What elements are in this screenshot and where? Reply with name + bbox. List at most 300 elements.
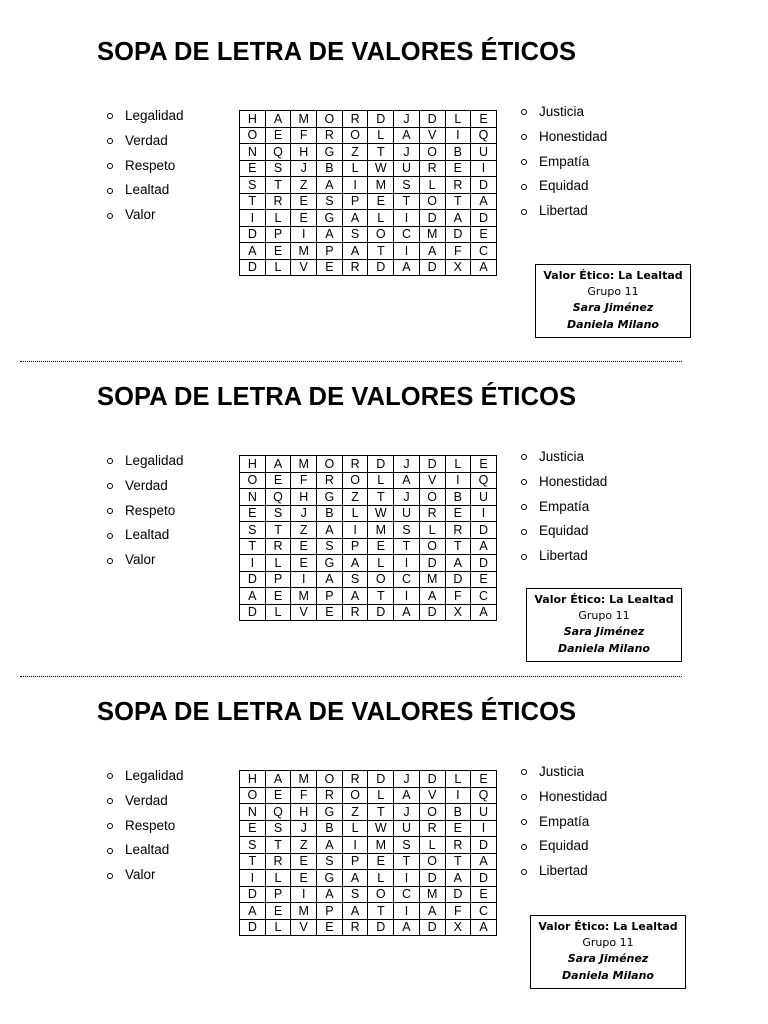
word-search-grid [239,770,497,936]
word-label: Empatía [539,498,590,514]
bullet-circle-icon [107,798,113,804]
grid-cell: S [342,571,368,588]
word-label: Legalidad [125,768,184,783]
grid-cell: D [419,771,445,788]
grid-row [240,555,497,572]
grid-cell: A [317,886,343,903]
grid-cell: E [291,193,317,210]
grid-cell: A [240,903,266,920]
bullet-circle-icon [521,184,527,190]
grid-cell: L [265,259,291,276]
grid-cell: O [368,226,394,243]
word-list-item [520,760,607,785]
grid-cell: B [317,820,343,837]
grid-row [240,489,497,506]
dotted-cut-line [20,361,682,362]
grid-cell: D [445,886,471,903]
word-list-item [106,129,184,154]
grid-cell: J [291,820,317,837]
grid-cell: T [445,538,471,555]
grid-cell: L [342,820,368,837]
grid-cell: L [419,837,445,854]
grid-cell: A [342,870,368,887]
grid-cell: S [394,177,420,194]
grid-cell: X [445,259,471,276]
grid-cell: F [291,127,317,144]
grid-cell: M [419,226,445,243]
grid-cell: R [342,771,368,788]
grid-cell: R [265,853,291,870]
word-label: Respeto [125,157,176,173]
grid-cell: U [471,804,497,821]
grid-row [240,919,497,936]
grid-cell: A [342,243,368,260]
grid-cell: I [445,787,471,804]
grid-cell: I [291,226,317,243]
grid-cell: E [291,210,317,227]
grid-cell: I [394,903,420,920]
word-label: Valor [125,207,156,223]
grid-cell: I [342,837,368,854]
grid-cell: T [394,193,420,210]
grid-cell: G [317,555,343,572]
grid-cell: Z [291,837,317,854]
grid-cell: Z [342,489,368,506]
grid-cell: L [368,787,394,804]
grid-cell: B [317,505,343,522]
word-list-item [106,548,184,573]
word-search-section [0,4,768,331]
grid-row [240,588,497,605]
info-author: Sara Jiménez [567,952,649,966]
word-label: Legalidad [125,453,184,468]
bullet-circle-icon [521,134,527,140]
right-word-list [520,445,607,569]
grid-cell: D [471,870,497,887]
grid-cell: B [445,144,471,161]
grid-row [240,456,497,473]
grid-cell: W [368,505,394,522]
grid-cell: I [471,820,497,837]
grid-cell: A [240,243,266,260]
grid-cell: E [291,853,317,870]
grid-cell: I [394,555,420,572]
grid-cell: A [317,177,343,194]
grid-cell: A [394,259,420,276]
grid-cell: A [471,193,497,210]
info-group: Grupo 11 [587,285,639,299]
word-label: Verdad [125,132,168,148]
grid-cell: R [445,522,471,539]
grid-cell: Q [471,787,497,804]
grid-cell: D [240,226,266,243]
word-search-section [0,664,768,982]
info-heading: Valor Ético: La Lealtad [543,269,683,282]
grid-cell: R [419,160,445,177]
grid-row [240,144,497,161]
grid-cell: A [342,588,368,605]
grid-cell: A [394,472,420,489]
grid-cell: A [471,538,497,555]
grid-cell: L [265,555,291,572]
grid-cell: A [394,127,420,144]
grid-cell: T [240,853,266,870]
grid-cell: U [471,144,497,161]
grid-cell: S [317,538,343,555]
bullet-circle-icon [107,823,113,829]
grid-cell: D [419,456,445,473]
grid-cell: R [342,456,368,473]
grid-cell: S [265,160,291,177]
grid-row [240,820,497,837]
grid-cell: N [240,489,266,506]
grid-cell: O [240,787,266,804]
left-word-list [106,449,184,573]
grid-cell: J [394,804,420,821]
bullet-circle-icon [521,819,527,825]
grid-cell: D [240,571,266,588]
word-list-item [106,104,184,129]
word-label: Empatía [539,813,590,829]
grid-cell: C [394,226,420,243]
grid-cell: Z [291,177,317,194]
grid-cell: L [265,604,291,621]
grid-cell: U [394,505,420,522]
word-list-item [520,834,607,859]
grid-cell: D [368,111,394,128]
info-heading: Valor Ético: La Lealtad [538,920,678,933]
grid-cell: I [240,555,266,572]
word-list-item [520,100,607,125]
grid-cell: P [342,538,368,555]
grid-cell: I [342,522,368,539]
info-author: Daniela Milano [562,968,654,982]
grid-cell: D [445,226,471,243]
grid-cell: J [394,144,420,161]
word-search-section [0,349,768,655]
grid-cell: A [317,522,343,539]
grid-cell: L [342,505,368,522]
grid-cell: R [265,538,291,555]
left-word-list [106,764,184,888]
word-label: Honestidad [539,128,608,144]
grid-cell: E [368,538,394,555]
word-search-grid [239,455,497,621]
grid-cell: I [394,210,420,227]
grid-cell: D [471,555,497,572]
info-author: Sara Jiménez [572,301,654,315]
grid-cell: B [317,160,343,177]
bullet-circle-icon [107,138,113,144]
word-label: Honestidad [539,473,608,489]
grid-cell: R [342,604,368,621]
grid-cell: S [240,177,266,194]
grid-cell: Z [291,522,317,539]
grid-cell: D [419,555,445,572]
grid-cell: E [471,111,497,128]
grid-cell: T [265,837,291,854]
word-label: Respeto [125,817,176,833]
grid-cell: Q [265,804,291,821]
bullet-circle-icon [521,869,527,875]
grid-cell: S [265,820,291,837]
grid-cell: A [342,903,368,920]
grid-row [240,853,497,870]
grid-cell: J [291,160,317,177]
grid-cell: E [240,820,266,837]
grid-cell: U [394,820,420,837]
grid-cell: F [445,903,471,920]
grid-cell: Q [265,489,291,506]
grid-cell: T [445,193,471,210]
grid-cell: A [394,787,420,804]
grid-row [240,771,497,788]
page-title: SOPA DE LETRA DE VALORES ÉTICOS [97,383,577,411]
grid-cell: T [368,804,394,821]
grid-cell: X [445,919,471,936]
grid-cell: C [394,886,420,903]
grid-cell: B [445,804,471,821]
grid-cell: H [240,456,266,473]
grid-cell: D [368,259,394,276]
grid-cell: G [317,489,343,506]
info-group: Grupo 11 [578,609,630,623]
grid-row [240,127,497,144]
grid-cell: T [368,903,394,920]
grid-cell: A [419,243,445,260]
word-label: Lealtad [125,842,170,858]
bullet-circle-icon [107,533,113,539]
grid-cell: L [342,160,368,177]
page-title: SOPA DE LETRA DE VALORES ÉTICOS [97,698,577,726]
bullet-circle-icon [521,504,527,510]
word-list-item [106,178,184,203]
grid-cell: E [291,538,317,555]
grid-cell: Q [265,144,291,161]
grid-cell: M [368,837,394,854]
grid-cell: V [291,919,317,936]
grid-cell: D [471,522,497,539]
grid-cell: I [394,870,420,887]
info-author: Sara Jiménez [563,625,645,639]
grid-cell: R [342,919,368,936]
grid-cell: O [419,804,445,821]
word-list-item [520,519,607,544]
grid-cell: P [342,853,368,870]
bullet-circle-icon [107,508,113,514]
grid-cell: M [419,571,445,588]
grid-cell: O [240,127,266,144]
grid-cell: E [471,771,497,788]
grid-cell: A [342,555,368,572]
grid-row [240,259,497,276]
info-group: Grupo 11 [582,936,634,950]
grid-cell: I [240,210,266,227]
grid-cell: V [419,472,445,489]
grid-cell: N [240,804,266,821]
grid-cell: H [240,111,266,128]
grid-row [240,177,497,194]
right-word-list [520,760,607,884]
grid-cell: I [240,870,266,887]
grid-cell: O [368,571,394,588]
info-author: Daniela Milano [558,641,650,655]
grid-cell: I [471,505,497,522]
grid-cell: D [419,870,445,887]
grid-row [240,243,497,260]
grid-cell: S [394,522,420,539]
grid-cell: J [394,489,420,506]
word-list-item [106,499,184,524]
grid-cell: D [471,210,497,227]
grid-cell: A [317,226,343,243]
grid-cell: O [419,538,445,555]
grid-cell: D [240,886,266,903]
grid-cell: B [445,489,471,506]
grid-cell: O [368,886,394,903]
grid-cell: T [368,588,394,605]
grid-cell: T [394,853,420,870]
grid-cell: R [317,472,343,489]
bullet-circle-icon [521,554,527,560]
bullet-circle-icon [521,454,527,460]
grid-cell: A [265,456,291,473]
grid-cell: L [445,771,471,788]
grid-cell: T [394,538,420,555]
grid-cell: Q [471,472,497,489]
grid-cell: I [342,177,368,194]
grid-cell: D [240,259,266,276]
grid-cell: X [445,604,471,621]
grid-cell: D [471,177,497,194]
grid-cell: A [471,919,497,936]
word-list-item [106,789,184,814]
grid-cell: T [265,177,291,194]
grid-cell: V [291,259,317,276]
grid-cell: V [419,787,445,804]
word-label: Lealtad [125,527,170,543]
grid-cell: W [368,160,394,177]
word-label: Justicia [539,449,585,464]
grid-row [240,886,497,903]
grid-cell: O [342,472,368,489]
word-label: Valor [125,867,156,883]
grid-row [240,210,497,227]
grid-cell: L [419,177,445,194]
grid-cell: M [291,456,317,473]
grid-cell: I [445,127,471,144]
grid-cell: A [419,588,445,605]
grid-cell: M [291,771,317,788]
grid-cell: D [419,259,445,276]
word-label: Lealtad [125,182,170,198]
bullet-circle-icon [107,213,113,219]
grid-cell: L [368,210,394,227]
grid-cell: R [342,111,368,128]
grid-cell: R [317,787,343,804]
grid-cell: O [419,853,445,870]
grid-cell: L [265,919,291,936]
bullet-circle-icon [521,109,527,115]
grid-cell: A [445,555,471,572]
grid-cell: L [445,456,471,473]
word-label: Libertad [539,548,588,564]
grid-cell: A [471,259,497,276]
grid-cell: L [265,870,291,887]
grid-cell: L [265,210,291,227]
grid-row [240,193,497,210]
word-label: Honestidad [539,788,608,804]
word-label: Verdad [125,477,168,493]
word-label: Equidad [539,523,589,539]
grid-cell: J [291,505,317,522]
grid-cell: D [368,456,394,473]
grid-cell: Q [471,127,497,144]
word-label: Justicia [539,764,585,779]
grid-cell: V [419,127,445,144]
grid-cell: M [368,177,394,194]
grid-cell: M [291,903,317,920]
grid-cell: E [368,193,394,210]
grid-cell: E [265,588,291,605]
grid-cell: T [368,489,394,506]
page-title: SOPA DE LETRA DE VALORES ÉTICOS [97,38,577,66]
word-label: Equidad [539,838,589,854]
grid-cell: A [240,588,266,605]
grid-row [240,804,497,821]
grid-cell: A [394,919,420,936]
dotted-cut-line [20,676,682,677]
word-list-item [520,445,607,470]
grid-cell: D [471,837,497,854]
grid-cell: T [240,193,266,210]
grid-cell: I [291,571,317,588]
grid-cell: U [471,489,497,506]
grid-cell: L [445,111,471,128]
grid-cell: H [240,771,266,788]
grid-cell: C [471,243,497,260]
grid-cell: F [291,787,317,804]
grid-cell: N [240,144,266,161]
grid-cell: D [419,919,445,936]
grid-cell: M [368,522,394,539]
grid-cell: M [291,588,317,605]
word-list-item [520,859,607,884]
grid-cell: M [419,886,445,903]
word-label: Libertad [539,203,588,219]
bullet-circle-icon [107,873,113,879]
word-list-item [520,544,607,569]
grid-cell: E [317,259,343,276]
grid-cell: Z [342,144,368,161]
grid-cell: A [419,903,445,920]
bullet-circle-icon [521,209,527,215]
grid-cell: D [419,210,445,227]
grid-cell: E [291,870,317,887]
grid-cell: M [291,243,317,260]
grid-cell: E [265,127,291,144]
grid-cell: D [240,919,266,936]
grid-cell: S [394,837,420,854]
bullet-circle-icon [107,163,113,169]
grid-cell: A [445,210,471,227]
grid-cell: O [419,489,445,506]
grid-cell: O [342,787,368,804]
grid-row [240,903,497,920]
grid-cell: T [240,538,266,555]
grid-cell: O [342,127,368,144]
grid-cell: L [419,522,445,539]
